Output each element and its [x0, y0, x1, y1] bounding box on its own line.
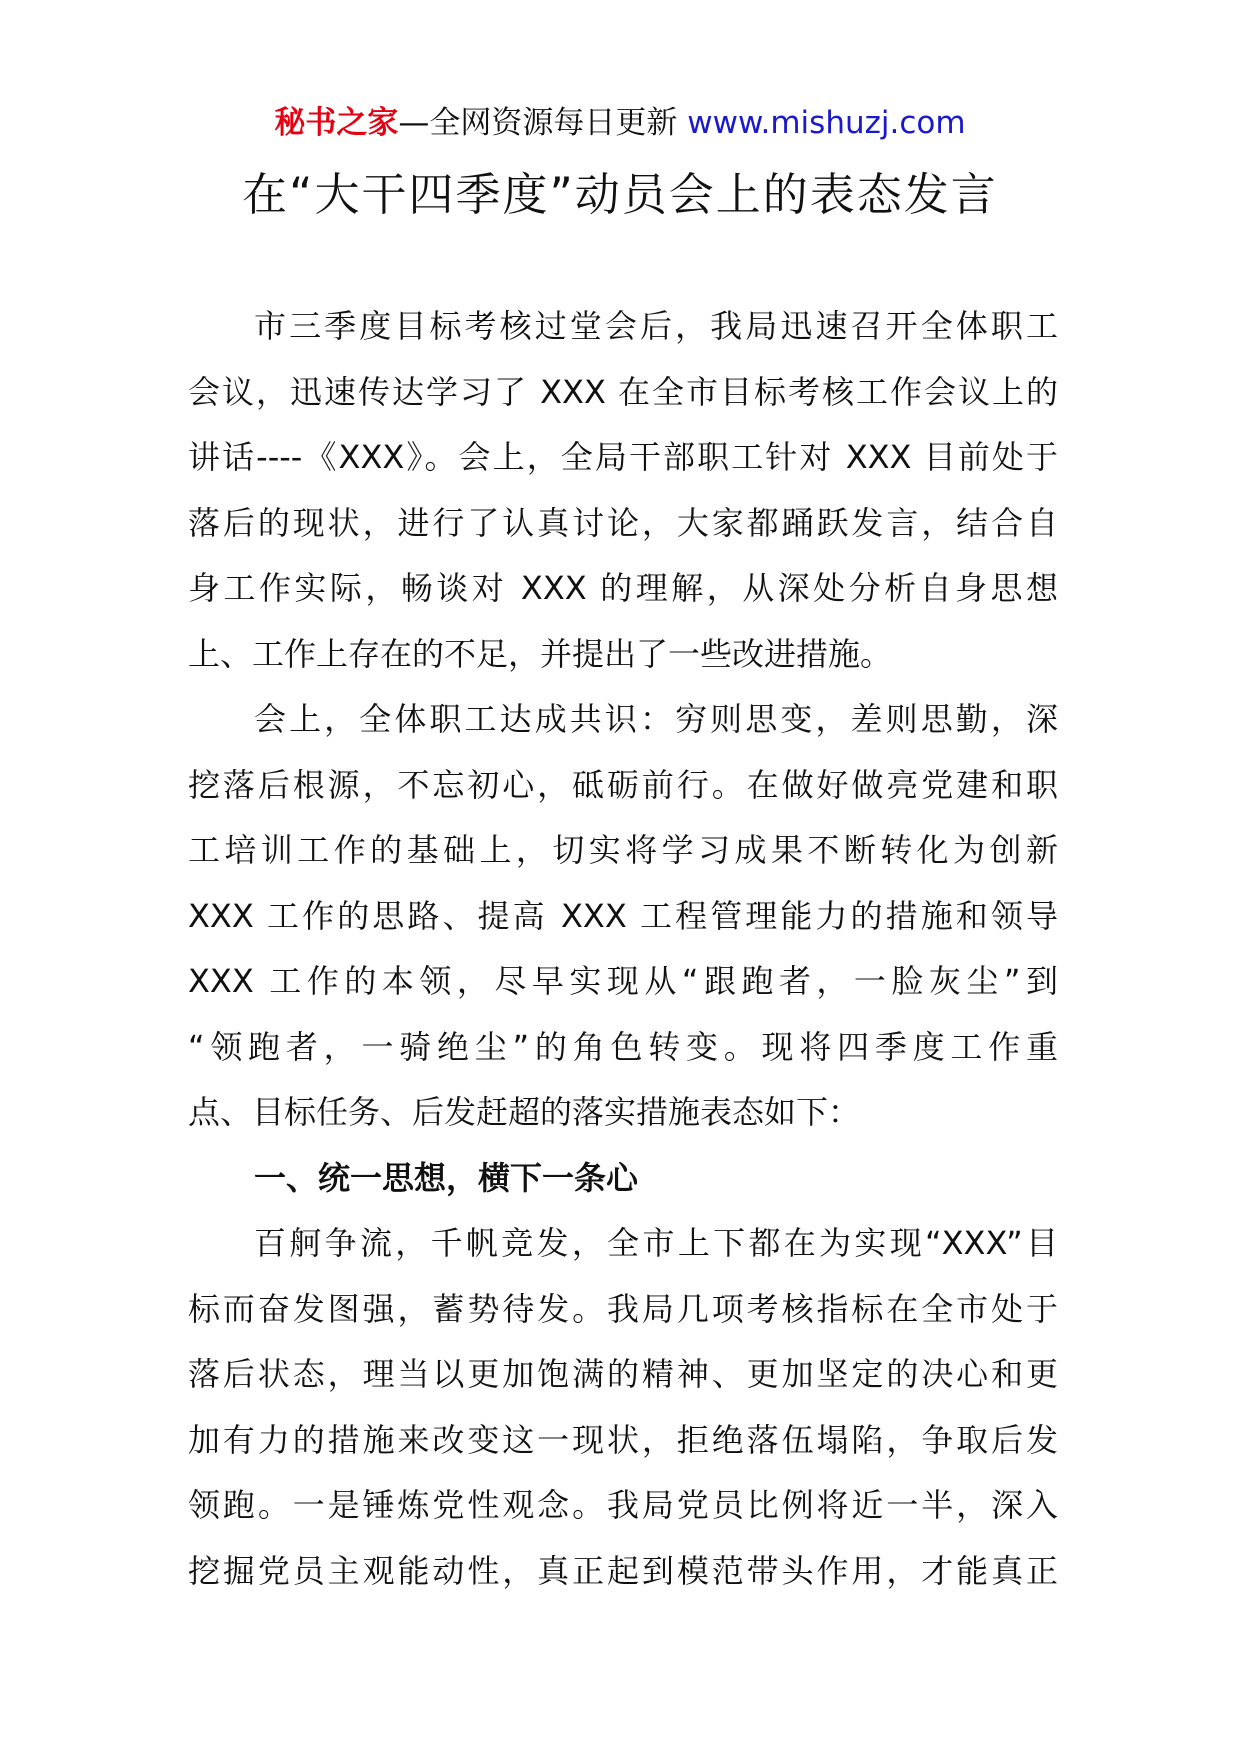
text-line: “领跑者，一骑绝尘”的角色转变。现将四季度工作重: [188, 1027, 1058, 1066]
page-title: 在“大干四季度”动员会上的表态发言: [242, 168, 998, 221]
text-line: 会议，迅速传达学习了 XXX 在全市目标考核工作会议上的: [188, 372, 1058, 411]
text-line: 领跑。一是锤炼党性观念。我局党员比例将近一半，深入: [188, 1486, 1058, 1524]
text-line: 上、工作上存在的不足，并提出了一些改进措施。: [188, 634, 893, 673]
text-line: XXX 工作的本领，尽早实现从“跟跑者，一脸灰尘”到: [188, 962, 1058, 1000]
section-heading: 一、统一思想，横下一条心: [254, 1158, 639, 1197]
text-line: 挖落后根源，不忘初心，砥砺前行。在做好做亮党建和职: [188, 765, 1058, 804]
text-line: 会上，全体职工达成共识：穷则思变，差则思勤，深: [254, 700, 1058, 738]
text-line: 落后状态，理当以更加饱满的精神、更加坚定的决心和更: [188, 1355, 1058, 1393]
brand-name: 秘书之家: [274, 105, 399, 141]
site-header: [0, 100, 1240, 146]
header-tagline: —全网资源每日更新: [398, 105, 688, 141]
text-line: 工培训工作的基础上，切实将学习成果不断转化为创新: [188, 831, 1058, 869]
text-line: 讲话----《XXX》。会上，全局干部职工针对 XXX 目前处于: [188, 438, 1058, 476]
text-line: 市三季度目标考核过堂会后，我局迅速召开全体职工: [254, 307, 1058, 345]
text-line: 点、目标任务、后发赶超的落实措施表态如下：: [188, 1093, 861, 1131]
text-line: 落后的现状，进行了认真讨论，大家都踊跃发言，结合自: [188, 503, 1058, 542]
site-url-link[interactable]: www.mishuzj.com: [687, 105, 966, 141]
text-line: 挖掘党员主观能动性，真正起到模范带头作用，才能真正: [188, 1551, 1058, 1590]
document-body: [188, 294, 1058, 1604]
text-line: 身工作实际，畅谈对 XXX 的理解，从深处分析自身思想: [188, 569, 1058, 607]
text-line: 加有力的措施来改变这一现状，拒绝落伍塌陷，争取后发: [188, 1420, 1058, 1459]
text-line: XXX 工作的思路、提高 XXX 工程管理能力的措施和领导: [188, 896, 1058, 935]
text-line: 百舸争流，千帆竞发，全市上下都在为实现“XXX”目: [254, 1224, 1058, 1262]
text-line: 标而奋发图强，蓄势待发。我局几项考核指标在全市处于: [188, 1289, 1058, 1328]
